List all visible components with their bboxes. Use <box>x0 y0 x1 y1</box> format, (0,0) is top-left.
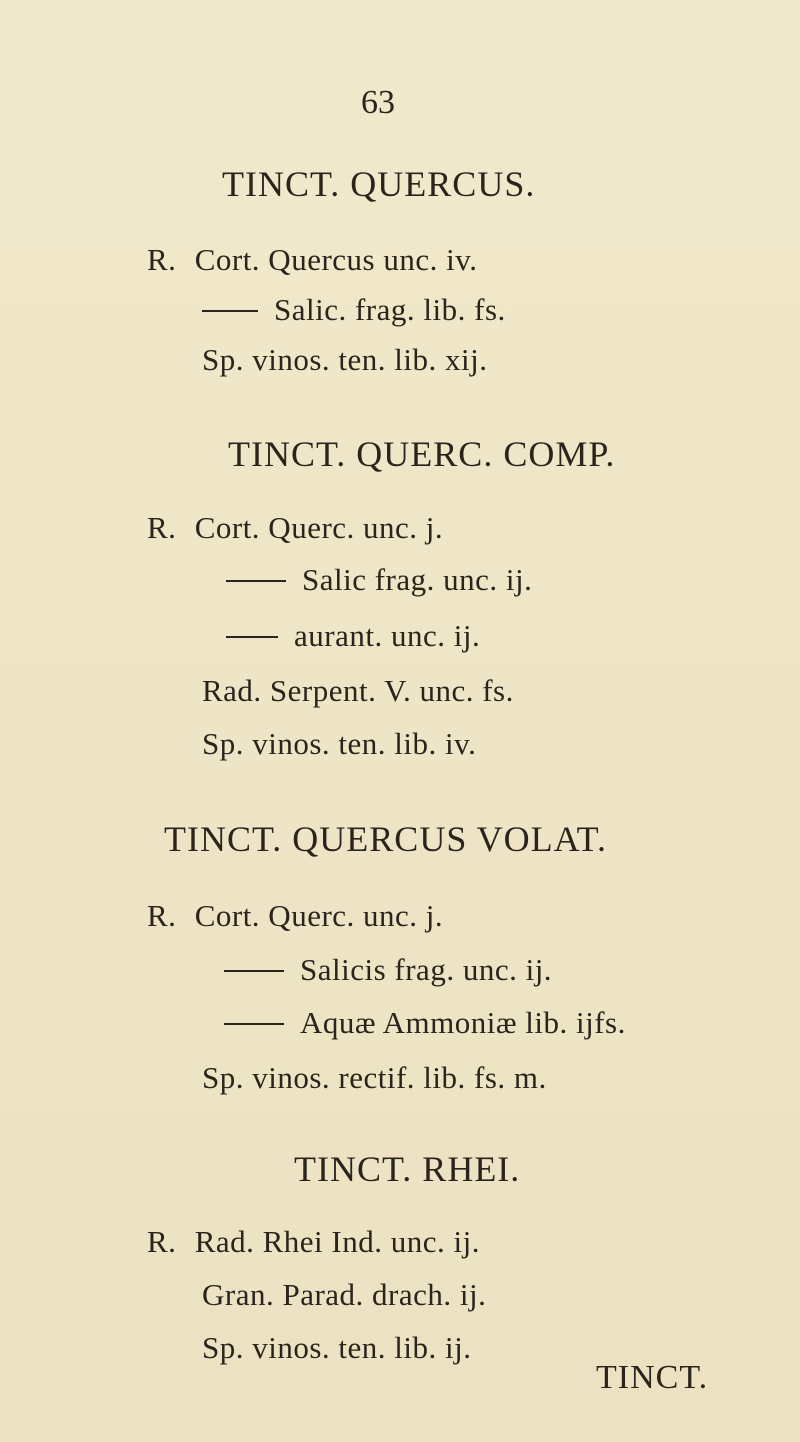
recipe-text: Rad. Rhei Ind. unc. ij. <box>194 1224 480 1259</box>
recipe-text: Salic frag. unc. ij. <box>302 562 533 597</box>
recipe-line <box>224 952 552 988</box>
recipe-text: Sp. vinos. ten. lib. ij. <box>202 1330 472 1365</box>
recipe-line <box>147 898 443 934</box>
ditto-dash <box>224 970 284 972</box>
recipe-line <box>224 1005 626 1041</box>
recipe-line <box>202 342 488 378</box>
recipe-line <box>202 726 476 762</box>
page-number: 63 <box>361 84 395 121</box>
recipe-line <box>202 1060 547 1096</box>
section-heading-quercus-volat: TINCT. QUERCUS VOLAT. <box>164 819 607 859</box>
recipe-text: Cort. Quercus unc. iv. <box>194 242 478 277</box>
recipe-text: Aquæ Ammoniæ lib. ijfs. <box>300 1005 626 1040</box>
recipe-text: Sp. vinos. rectif. lib. fs. m. <box>202 1060 547 1095</box>
ditto-dash <box>226 580 286 582</box>
ditto-dash <box>224 1023 284 1025</box>
section-heading-querc-comp: TINCT. QUERC. COMP. <box>228 434 616 474</box>
recipe-line <box>226 618 480 654</box>
section-heading-quercus: TINCT. QUERCUS. <box>222 164 536 204</box>
recipe-text: aurant. unc. ij. <box>294 618 481 653</box>
recipe-text: Salicis frag. unc. ij. <box>300 952 553 987</box>
recipe-line <box>202 292 506 328</box>
recipe-text: Cort. Querc. unc. j. <box>194 898 444 933</box>
section-heading-rhei: TINCT. RHEI. <box>294 1149 521 1189</box>
recipe-prefix: R. <box>147 898 177 933</box>
catchword: TINCT. <box>596 1359 709 1396</box>
recipe-prefix: R. <box>147 510 177 545</box>
recipe-line <box>147 242 477 278</box>
recipe-text: Gran. Parad. drach. ij. <box>202 1277 487 1312</box>
recipe-text: Sp. vinos. ten. lib. xij. <box>202 342 488 377</box>
ditto-dash <box>226 636 278 638</box>
recipe-text: Salic. frag. lib. fs. <box>274 292 506 327</box>
recipe-line <box>226 562 532 598</box>
recipe-line <box>202 673 514 709</box>
recipe-line <box>147 510 443 546</box>
recipe-line <box>147 1224 480 1260</box>
recipe-line <box>202 1330 472 1366</box>
ditto-dash <box>202 310 258 312</box>
recipe-prefix: R. <box>147 1224 177 1259</box>
recipe-text: Sp. vinos. ten. lib. iv. <box>202 726 477 761</box>
recipe-text: Cort. Querc. unc. j. <box>194 510 444 545</box>
recipe-line <box>202 1277 486 1313</box>
recipe-text: Rad. Serpent. V. unc. fs. <box>202 673 514 708</box>
recipe-prefix: R. <box>147 242 177 277</box>
